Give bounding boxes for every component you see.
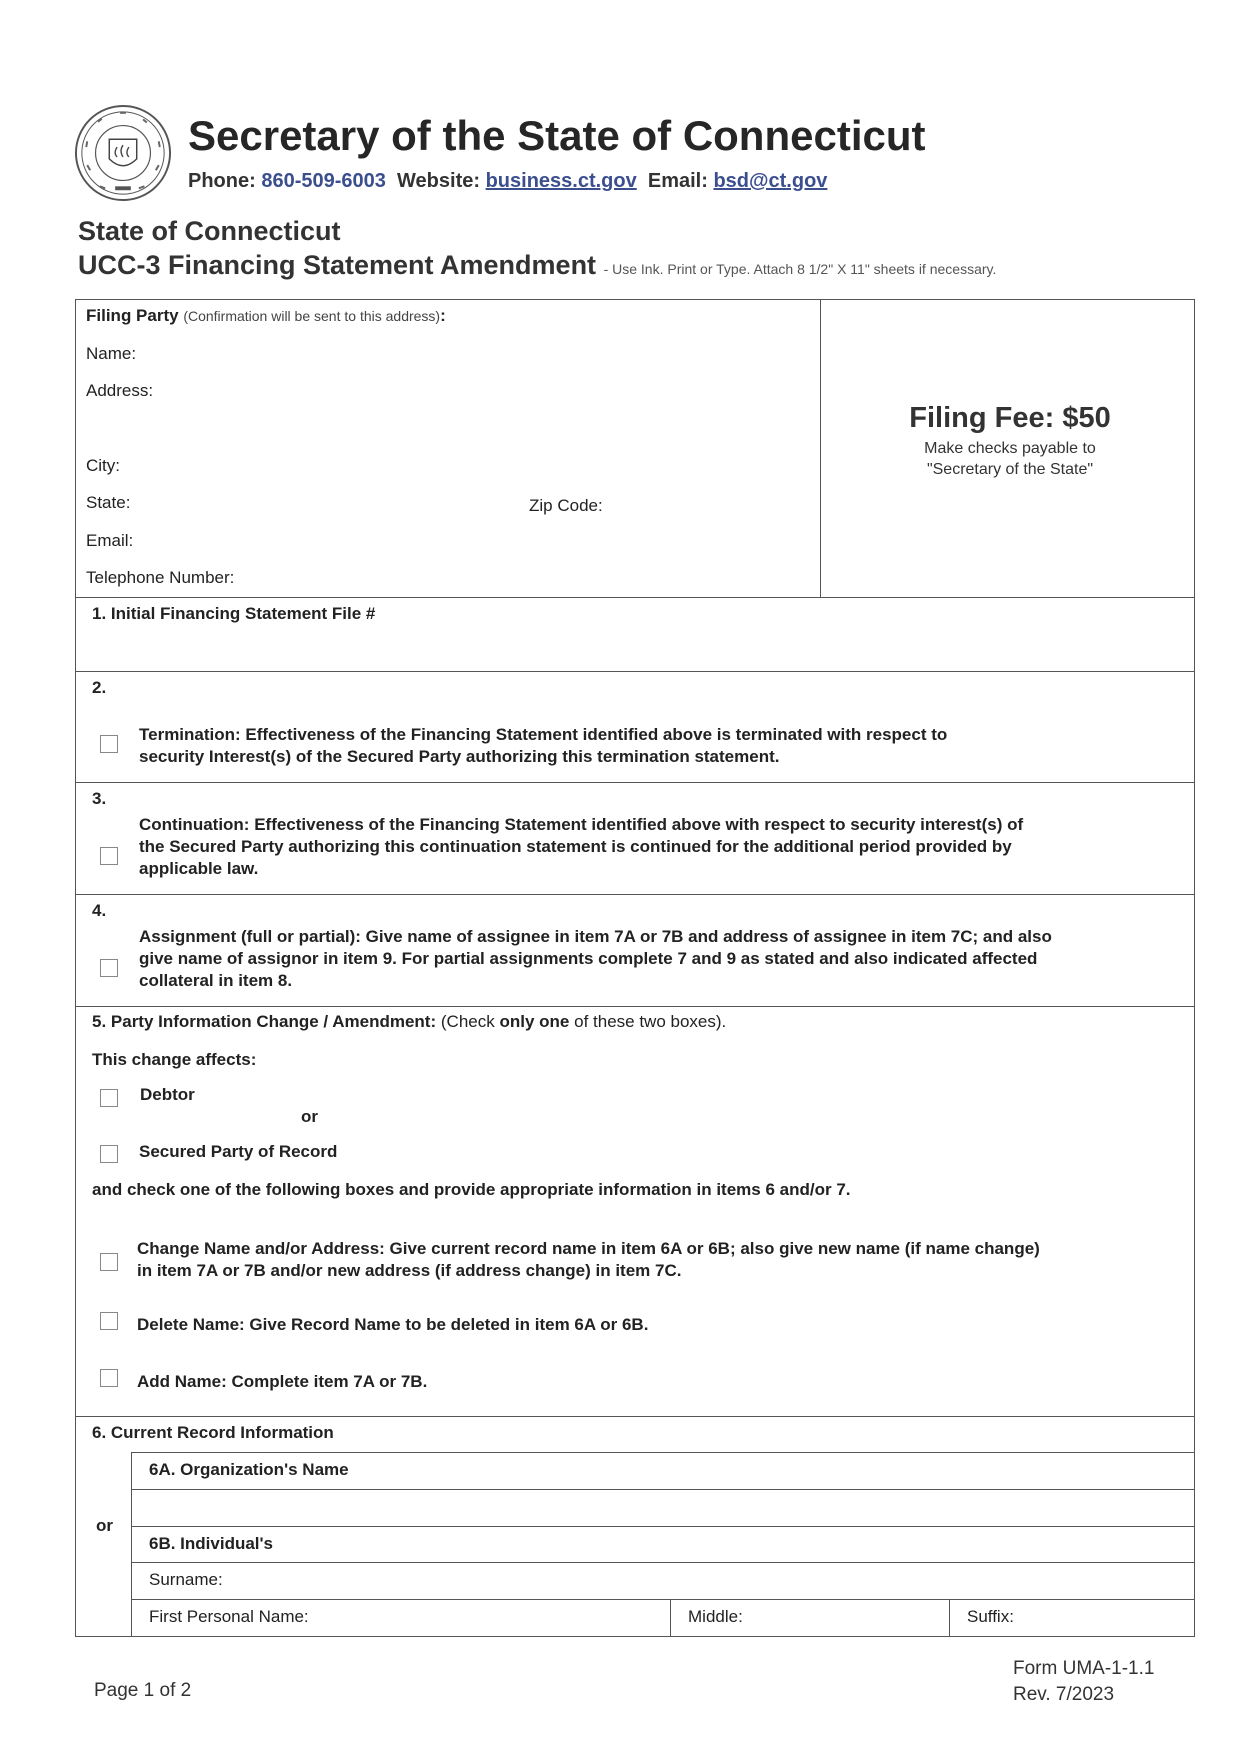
item5-heading-text: 5. Party Information Change / Amendment: <box>92 1012 437 1031</box>
secured-party-checkbox[interactable] <box>100 1145 118 1163</box>
form-title-text: UCC-3 Financing Statement Amendment <box>78 250 597 280</box>
row-divider <box>75 894 1195 895</box>
state-label: State: <box>86 493 131 512</box>
item3-number: 3. <box>92 789 107 808</box>
item2-number: 2. <box>92 678 107 697</box>
zip-code-label: Zip Code: <box>529 496 603 515</box>
section6-line <box>131 1562 1195 1563</box>
filing-party-title: Filing Party <box>86 306 179 325</box>
email-link[interactable]: bsd@ct.gov <box>713 170 828 192</box>
form-instructions: - Use Ink. Print or Type. Attach 8 1/2" X 11" sheets if necessary. <box>603 261 997 277</box>
email-label: Email: <box>86 531 134 550</box>
item1-file-number-label: 1. Initial Financing Statement File # <box>92 604 376 623</box>
first-name-label: First Personal Name: <box>149 1607 309 1626</box>
section6-col-divider <box>949 1599 950 1637</box>
item5-heading <box>92 1012 726 1032</box>
continuation-text-line3: applicable law. <box>139 859 259 878</box>
assignment-text-line3: collateral in item 8. <box>139 971 293 990</box>
contact-line <box>188 170 827 193</box>
phone-link[interactable]: 860-509-6003 <box>261 170 386 192</box>
continuation-text-line2: the Secured Party authorizing this continuation statement is continued for the additional period provided by <box>139 837 1012 856</box>
row-divider <box>75 1416 1195 1417</box>
filing-fee-title: Filing Fee: $50 <box>909 402 1111 434</box>
fee-payable-note: Make checks payable to <box>924 440 1096 457</box>
add-name-label: Add Name: Complete item 7A or 7B. <box>137 1372 428 1391</box>
section6-line <box>131 1452 1195 1453</box>
page-number: Page 1 of 2 <box>94 1680 192 1701</box>
agency-title: Secretary of the State of Connecticut <box>188 112 926 159</box>
form-title <box>78 250 996 281</box>
form-revision: Rev. 7/2023 <box>1013 1684 1115 1705</box>
section6-line <box>131 1489 1195 1490</box>
assignment-checkbox[interactable] <box>100 959 118 977</box>
add-name-checkbox[interactable] <box>100 1369 118 1387</box>
item6-or-label: or <box>96 1516 113 1535</box>
email-label: Email: <box>647 170 708 192</box>
suffix-label: Suffix: <box>967 1607 1014 1626</box>
phone-label: Phone: <box>188 170 256 192</box>
website-label: Website: <box>397 170 481 192</box>
section6-left-border <box>131 1452 132 1637</box>
change-name-address-checkbox[interactable] <box>100 1253 118 1271</box>
surname-label: Surname: <box>149 1570 223 1589</box>
fee-payee-note: "Secretary of the State" <box>926 461 1094 478</box>
change-name-address-line2: in item 7A or 7B and/or new address (if address change) in item 7C. <box>137 1261 682 1280</box>
debtor-checkbox[interactable] <box>100 1089 118 1107</box>
org-name-label: 6A. Organization's Name <box>149 1460 349 1479</box>
name-label: Name: <box>86 344 137 363</box>
state-seal-logo <box>74 104 172 202</box>
section6-line <box>131 1526 1195 1527</box>
filing-party-colon: : <box>440 306 446 325</box>
delete-name-checkbox[interactable] <box>100 1312 118 1330</box>
row-divider <box>75 782 1195 783</box>
filing-party-heading <box>86 306 446 326</box>
termination-checkbox[interactable] <box>100 735 118 753</box>
debtor-label: Debtor <box>140 1085 195 1104</box>
change-affects-label: This change affects: <box>92 1050 257 1069</box>
filing-party-note: (Confirmation will be sent to this address) <box>183 308 441 324</box>
continuation-text-line1: Continuation: Effectiveness of the Financing Statement identified above with respect to security interest(s) of <box>139 815 1024 834</box>
row-divider <box>75 1006 1195 1007</box>
telephone-label: Telephone Number: <box>86 568 235 587</box>
item5-instruction: and check one of the following boxes and provide appropriate information in items 6 and/or 7. <box>92 1180 851 1199</box>
item5-note-pre: (Check <box>440 1012 495 1031</box>
assignment-text-line1: Assignment (full or partial): Give name of assignee in item 7A or 7B and address of assignee in item 7C; and also <box>139 927 1052 946</box>
item5-note-post: of these two boxes). <box>574 1012 727 1031</box>
termination-text-line1: Termination: Effectiveness of the Financing Statement identified above is terminated with respect to <box>139 725 948 744</box>
website-link[interactable]: business.ct.gov <box>485 170 637 192</box>
row-divider <box>75 671 1195 672</box>
individual-label: 6B. Individual's <box>149 1534 274 1553</box>
item5-note-only: only one <box>499 1012 570 1031</box>
item6-heading: 6. Current Record Information <box>92 1423 334 1442</box>
delete-name-label: Delete Name: Give Record Name to be deleted in item 6A or 6B. <box>137 1315 649 1334</box>
address-label: Address: <box>86 381 154 400</box>
section6-line <box>131 1599 1195 1600</box>
row-divider <box>75 597 1195 598</box>
middle-name-label: Middle: <box>688 1607 743 1626</box>
continuation-checkbox[interactable] <box>100 847 118 865</box>
assignment-text-line2: give name of assignor in item 9. For partial assignments complete 7 and 9 as stated and also indicated affected <box>139 949 1038 968</box>
termination-text-line2: security Interest(s) of the Secured Party authorizing this termination statement. <box>139 747 780 766</box>
change-name-address-line1: Change Name and/or Address: Give current record name in item 6A or 6B; also give new name (if name change) <box>137 1239 1040 1258</box>
state-line: State of Connecticut <box>78 216 341 246</box>
secured-party-label: Secured Party of Record <box>139 1142 338 1161</box>
city-label: City: <box>86 456 120 475</box>
or-label: or <box>301 1107 318 1126</box>
section6-col-divider <box>670 1599 671 1637</box>
form-id: Form UMA-1-1.1 <box>1013 1658 1155 1679</box>
item4-number: 4. <box>92 901 107 920</box>
